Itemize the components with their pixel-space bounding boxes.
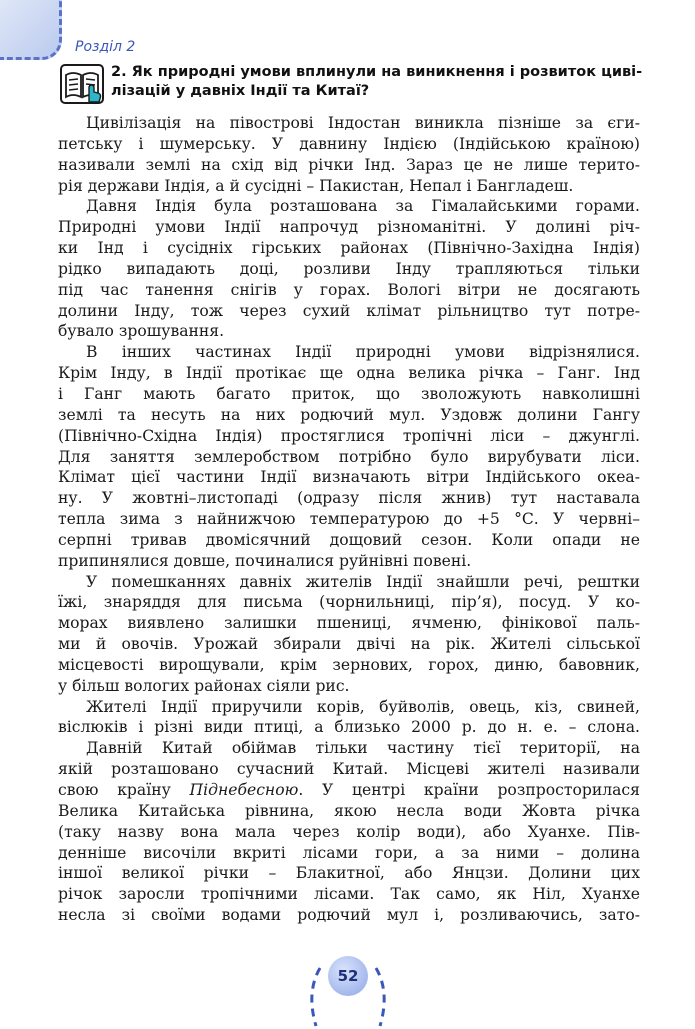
body-line: Клімат цієї частини Індії визначають вітри Індійського океа- [58,468,640,487]
body-line: бувало зрошування. [58,322,225,341]
body-line: під час танення снігів у горах. Вологі вітри не досягають [58,280,640,299]
body-line: Природні умови Індії напрочуд різноманітні. У долині річ- [58,218,640,237]
body-line: Для заняття землеробством потрібно було вирубувати ліси. [58,447,640,466]
body-line: (таку назву вона мала через колір води), або Хуанхе. Пів- [58,822,640,841]
body-line: ну. У жовтні–листопаді (одразу після жнив) тут наставала [58,489,640,508]
body-line: Цивілізація на півострові Індостан виникла пізніше за єги- [86,114,640,132]
body-line: місцевості вирощували, крім зернових, горох, диню, бавовник, [58,655,640,674]
body-text [58,113,640,926]
body-line: серпні тривав двомісячний дощовий сезон. Коли опади не [58,530,640,549]
body-line: землі та несуть на них родючий мул. Уздовж долини Гангу [58,405,640,424]
body-line: Велика Китайська рівнина, якою несла води Жовта річка [58,801,640,820]
body-line: рідко випадають доці, розливи Інду трапляються тільки [58,259,640,278]
body-line: петську і шумерську. У давнину Індією (Індійською країною) [58,134,640,153]
body-line: рія держави Індія, а й сусідні – Пакистан, Непал і Бангладеш. [58,176,574,195]
body-line: Крім Інду, в Індії протікає ще одна велика річка – Ганг. Інд [58,364,640,383]
body-line: річок заросли тропічними лісами. Так само, як Ніл, Хуанхе [58,885,640,904]
body-line: іншої великої річки – Блакитної, або Янцзи. Долини цих [58,864,640,883]
body-line: У помешканнях давніх жителів Індії знайшли речі, рештки [86,572,640,591]
body-line: денніше височіли вкриті лісами гори, а за ними – долина [58,843,640,862]
section-question [111,63,651,101]
body-line: несла зі своїми водами родючий мул і, розливаючись, зато- [58,906,640,925]
body-line: долини Інду, тож через сухий клімат рільництво тут потре- [58,301,640,320]
body-line: (Північно-Східна Індія) простяглися тропічні ліси – джунглі. [58,426,640,445]
body-line: ми й овочів. Урожай збирали двічі на рік. Жителі сільської [58,635,640,654]
body-line: якій розташовано сучасний Китай. Місцеві жителі називали [58,760,640,779]
body-line: тепла зима з найнижчою температурою до +5 °С. У червні– [58,510,640,529]
body-line: їжі, знаряддя для письма (чорнильниці, пір’я), посуд. У ко- [58,593,640,612]
body-line: свою країну Піднебесною. У центрі країни розпросторилася [58,781,640,799]
body-line: Давній Китай обіймав тільки частину тієї території, на [86,739,640,758]
body-line: Давня Індія була розташована за Гімалайськими горами. [86,197,640,216]
book-hand-icon [60,64,104,104]
body-line: ки Інд і сусідніх гірських районах (Північно-Західна Індія) [58,239,640,258]
question-line: лізацій у давніх Індії та Китаї? [111,83,370,99]
section-label: Розділ 2 [75,39,136,55]
page-number: 52 [328,956,368,996]
body-line: Жителі Індії приручили корів, буйволів, овець, кіз, свиней, [86,697,640,716]
body-line: припинялися довше, починалися руйнівні повені. [58,551,472,570]
question-line: 2. Як природні умови вплинули на виникнення і розвиток циві- [111,64,643,80]
body-line: називали землі на схід від річки Інд. Зараз це не лише терито- [58,155,640,174]
emphasis: Піднебесною [189,781,299,799]
corner-dashed-border [0,0,62,60]
body-line: у більш вологих районах сіяли рис. [58,676,350,695]
page-number-badge [300,952,396,1029]
body-line: В інших частинах Індії природні умови відрізнялися. [86,343,640,362]
body-line: і Ганг мають багато приток, що зволожують навколишні [58,384,640,403]
body-line: віслюків і різні види птиці, а близько 2000 р. до н. е. – слона. [58,718,640,737]
body-line: морах виявлено залишки пшениці, ячменю, фінікової паль- [58,614,640,633]
